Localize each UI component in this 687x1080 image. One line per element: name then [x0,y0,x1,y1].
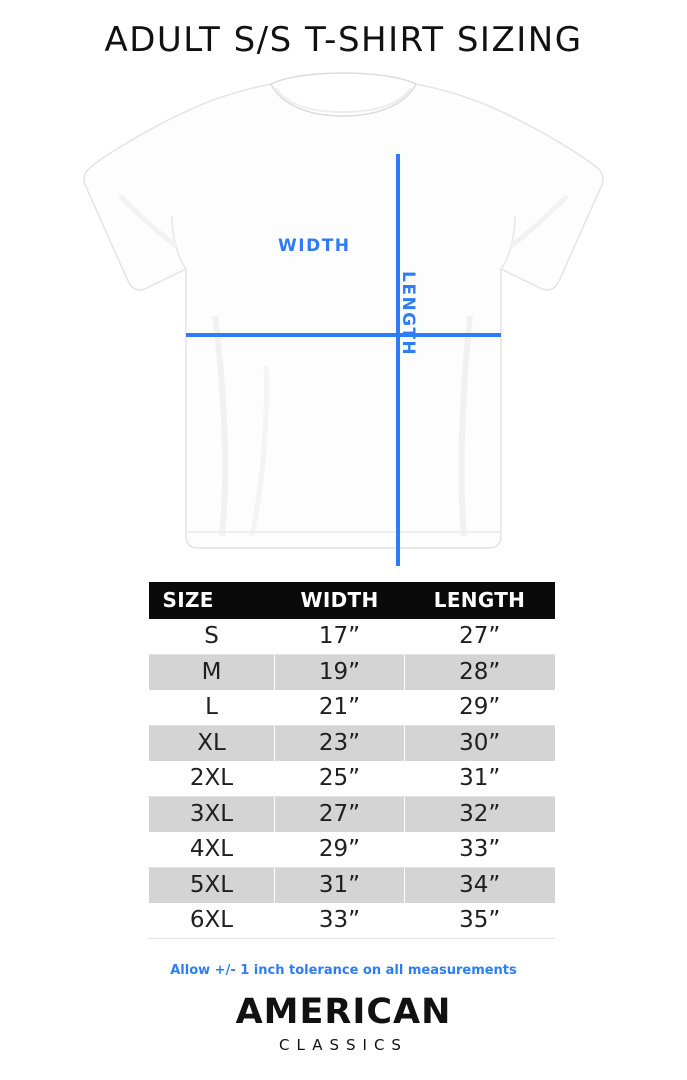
cell-size: S [149,619,275,655]
cell-length: 32” [405,797,555,833]
cell-width: 33” [275,903,405,939]
length-label: LENGTH [398,271,418,357]
cell-length: 27” [405,619,555,655]
table-row [149,619,555,655]
tshirt-shape [84,73,603,548]
cell-length: 28” [405,655,555,691]
cell-width: 17” [275,619,405,655]
size-table-wrapper [148,582,540,939]
cell-size: 2XL [149,761,275,797]
table-row [149,726,555,762]
tshirt-diagram [0,66,687,566]
tshirt-illustration [0,66,687,566]
cell-length: 31” [405,761,555,797]
table-row [149,832,555,868]
size-table [148,582,555,939]
cell-width: 19” [275,655,405,691]
table-row [149,903,555,939]
cell-width: 29” [275,832,405,868]
cell-length: 34” [405,868,555,904]
cell-size: 5XL [149,868,275,904]
cell-size: M [149,655,275,691]
table-row [149,761,555,797]
tolerance-note: Allow +/- 1 inch tolerance on all measurements [170,963,517,978]
table-row [149,655,555,691]
table-row [149,690,555,726]
cell-size: XL [149,726,275,762]
cell-width: 27” [275,797,405,833]
table-row [149,868,555,904]
table-row [149,797,555,833]
header-length: LENGTH [405,582,555,619]
header-size: SIZE [149,582,275,619]
cell-length: 30” [405,726,555,762]
cell-size: 6XL [149,903,275,939]
cell-width: 25” [275,761,405,797]
brand-logo [0,992,687,1054]
brand-tagline: CLASSICS [279,1036,408,1054]
cell-length: 29” [405,690,555,726]
cell-size: 3XL [149,797,275,833]
cell-width: 21” [275,690,405,726]
table-header-row [149,582,555,619]
cell-size: 4XL [149,832,275,868]
header-width: WIDTH [275,582,405,619]
cell-length: 35” [405,903,555,939]
cell-size: L [149,690,275,726]
cell-length: 33” [405,832,555,868]
cell-width: 23” [275,726,405,762]
cell-width: 31” [275,868,405,904]
page-title: ADULT S/S T-SHIRT SIZING [104,20,583,60]
brand-name: AMERICAN [235,992,452,1032]
width-label: WIDTH [278,236,351,256]
